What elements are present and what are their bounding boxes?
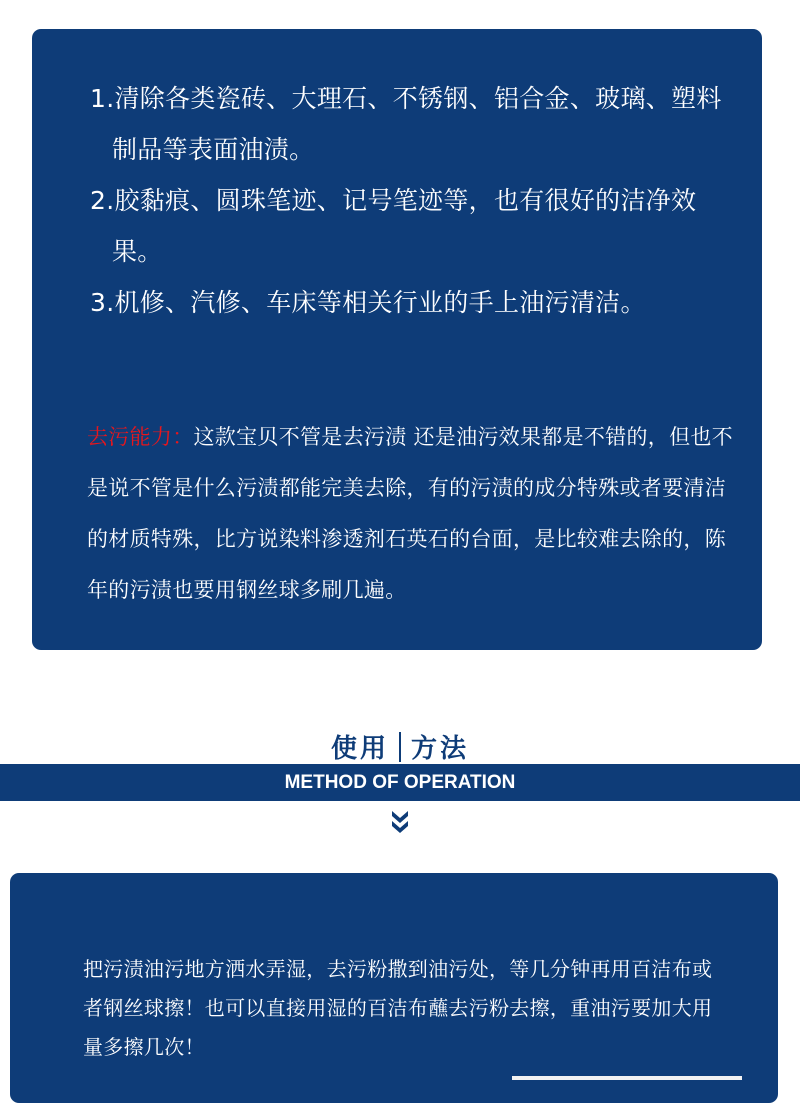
use-item-2: 2.胶黏痕、圆珠笔迹、记号笔迹等，也有很好的洁净效果。 (90, 186, 697, 266)
uses-panel (32, 29, 762, 650)
use-item-1: 1.清除各类瓷砖、大理石、不锈钢、铝合金、玻璃、塑料制品等表面油渍。 (90, 84, 722, 164)
bottom-corner-strip (512, 1076, 742, 1080)
cleaning-capability-paragraph (87, 412, 737, 616)
uses-list (90, 73, 730, 328)
section-title-left: 使用 (330, 734, 389, 764)
method-instructions: 把污渍油污地方洒水弄湿，去污粉撒到油污处，等几分钟再用百洁布或者钢丝球擦！也可以直接用湿的百洁布蘸去污粉去擦，重油污要加大用量多擦几次！ (83, 957, 713, 1059)
section-title-right: 方法 (411, 734, 470, 764)
section-subtitle: METHOD OF OPERATION (284, 772, 516, 793)
method-panel (10, 873, 778, 1103)
section-title (331, 728, 469, 765)
title-divider (399, 732, 401, 762)
double-chevron-down-icon (388, 808, 412, 838)
section-heading (0, 728, 800, 768)
cleaning-capability-label: 去污能力： (87, 425, 194, 449)
section-subtitle-band (0, 764, 800, 801)
use-item-3: 3.机修、汽修、车床等相关行业的手上油污清洁。 (90, 288, 646, 317)
cleaning-capability-text: 这款宝贝不管是去污渍 还是油污效果都是不错的，但也不是说不管是什么污渍都能完美去除，有的污渍的成分特殊或者要清洁的材质特殊，比方说染料渗透剂石英石的台面，是比较难去除的，陈年的污渍也要用钢丝球多刷几遍。 (87, 425, 733, 602)
